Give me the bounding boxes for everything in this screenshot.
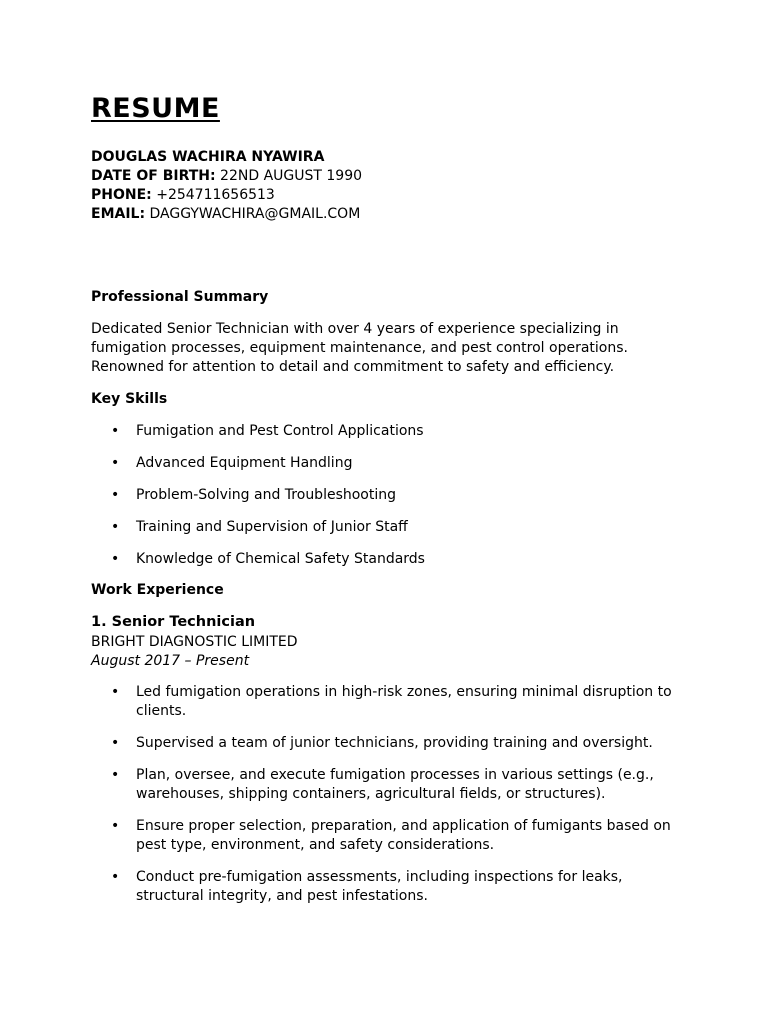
bullet-icon: • [111, 487, 120, 503]
list-item [91, 734, 681, 753]
duty-text: Led fumigation operations in high-risk zones, ensuring minimal disruption to clients. [136, 684, 672, 719]
phone-label: PHONE: [91, 187, 152, 203]
duty-text: Conduct pre-fumigation assessments, including inspections for leaks, structural integrity, and pest infestations. [136, 869, 623, 904]
job-title: 1. Senior Technician [91, 614, 256, 630]
bullet-icon: • [111, 767, 120, 783]
email-label: EMAIL: [91, 206, 146, 222]
bullet-icon: • [111, 869, 120, 885]
experience-heading: Work Experience [91, 582, 224, 598]
list-item [91, 817, 681, 855]
list-item [91, 422, 681, 441]
bullet-icon: • [111, 818, 120, 834]
document-title: RESUME [91, 93, 220, 124]
dob-label: DATE OF BIRTH: [91, 168, 216, 184]
list-item [91, 766, 681, 804]
duty-text: Supervised a team of junior technicians, providing training and oversight. [136, 735, 653, 751]
bullet-icon: • [111, 684, 120, 700]
skills-list [91, 422, 681, 569]
duty-text: Ensure proper selection, preparation, and application of fumigants based on pest type, environment, and safety considerations. [136, 818, 671, 853]
duties-list [91, 683, 681, 906]
list-item [91, 868, 681, 906]
skill-text: Fumigation and Pest Control Applications [136, 423, 424, 439]
email-line [91, 205, 681, 224]
list-item [91, 683, 681, 721]
skills-heading: Key Skills [91, 391, 168, 407]
duty-text: Plan, oversee, and execute fumigation processes in various settings (e.g., warehouses, shipping containers, agricultural fields, or structures). [136, 767, 654, 802]
skill-text: Knowledge of Chemical Safety Standards [136, 551, 425, 567]
skill-text: Problem-Solving and Troubleshooting [136, 487, 397, 503]
dob-line [91, 167, 681, 186]
phone-line [91, 186, 681, 205]
phone-value: +254711656513 [156, 187, 275, 203]
bullet-icon: • [111, 735, 120, 751]
summary-text: Dedicated Senior Technician with over 4 years of experience specializing in fumigation processes, equipment maintenance, and pest control operations. Renowned for attention to detail and commitment to safety and efficiency. [91, 321, 628, 375]
list-item [91, 486, 681, 505]
job-dates: August 2017 – Present [91, 653, 250, 669]
list-item [91, 550, 681, 569]
bullet-icon: • [111, 423, 120, 439]
bullet-icon: • [111, 551, 120, 567]
contact-block [91, 148, 681, 224]
skill-text: Training and Supervision of Junior Staff [136, 519, 408, 535]
list-item [91, 454, 681, 473]
summary-heading: Professional Summary [91, 289, 269, 305]
email-value: DAGGYWACHIRA@GMAIL.COM [149, 206, 361, 222]
bullet-icon: • [111, 455, 120, 471]
candidate-name: DOUGLAS WACHIRA NYAWIRA [91, 149, 325, 165]
list-item [91, 518, 681, 537]
skill-text: Advanced Equipment Handling [136, 455, 353, 471]
job-company: BRIGHT DIAGNOSTIC LIMITED [91, 634, 298, 650]
dob-value: 22ND AUGUST 1990 [220, 168, 363, 184]
bullet-icon: • [111, 519, 120, 535]
